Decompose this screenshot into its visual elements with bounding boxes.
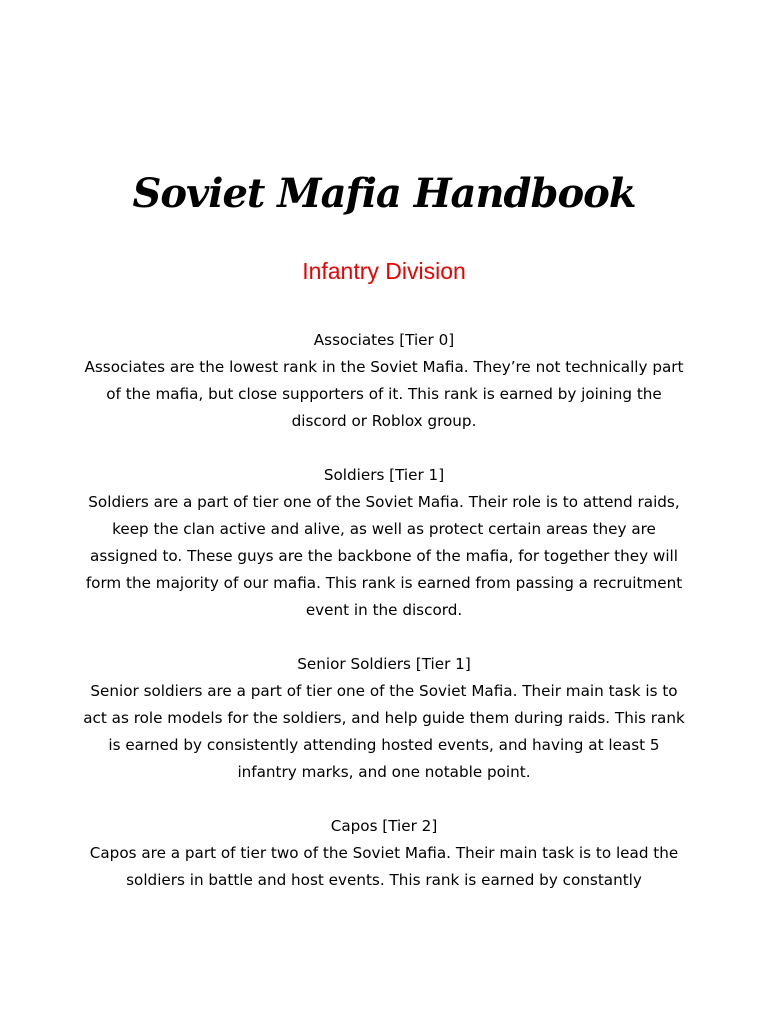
rank-description: Senior soldiers are a part of tier one of the Soviet Mafia. Their main task is to act as role models for the soldiers, and help guide them during raids. This rank is earned by consistently attending hosted events, and having at least 5 infantry marks, and one notable point. xyxy=(83,682,685,781)
rank-section-soldiers xyxy=(80,462,688,624)
rank-description: Soldiers are a part of tier one of the Soviet Mafia. Their role is to attend raids, keep the clan active and alive, as well as protect certain areas they are assigned to. These guys are the backbone of the mafia, for together they will form the majority of our mafia. This rank is earned from passing a recruitment event in the discord. xyxy=(85,493,683,619)
rank-description: Associates are the lowest rank in the Soviet Mafia. They’re not technically part of the mafia, but close supporters of it. This rank is earned by joining the discord or Roblox group. xyxy=(84,358,684,430)
rank-section-capos xyxy=(80,813,688,894)
rank-heading: Associates [Tier 0] xyxy=(313,331,455,349)
rank-heading: Soldiers [Tier 1] xyxy=(323,466,445,484)
rank-description: Capos are a part of tier two of the Soviet Mafia. Their main task is to lead the soldiers in battle and host events. This rank is earned by constantly xyxy=(89,844,679,889)
rank-section-senior-soldiers xyxy=(80,651,688,786)
rank-section-associates xyxy=(80,327,688,435)
rank-heading: Senior Soldiers [Tier 1] xyxy=(297,655,471,673)
division-heading: Infantry Division xyxy=(302,258,466,284)
document-title: Soviet Mafia Handbook xyxy=(132,170,636,217)
rank-heading: Capos [Tier 2] xyxy=(330,817,438,835)
